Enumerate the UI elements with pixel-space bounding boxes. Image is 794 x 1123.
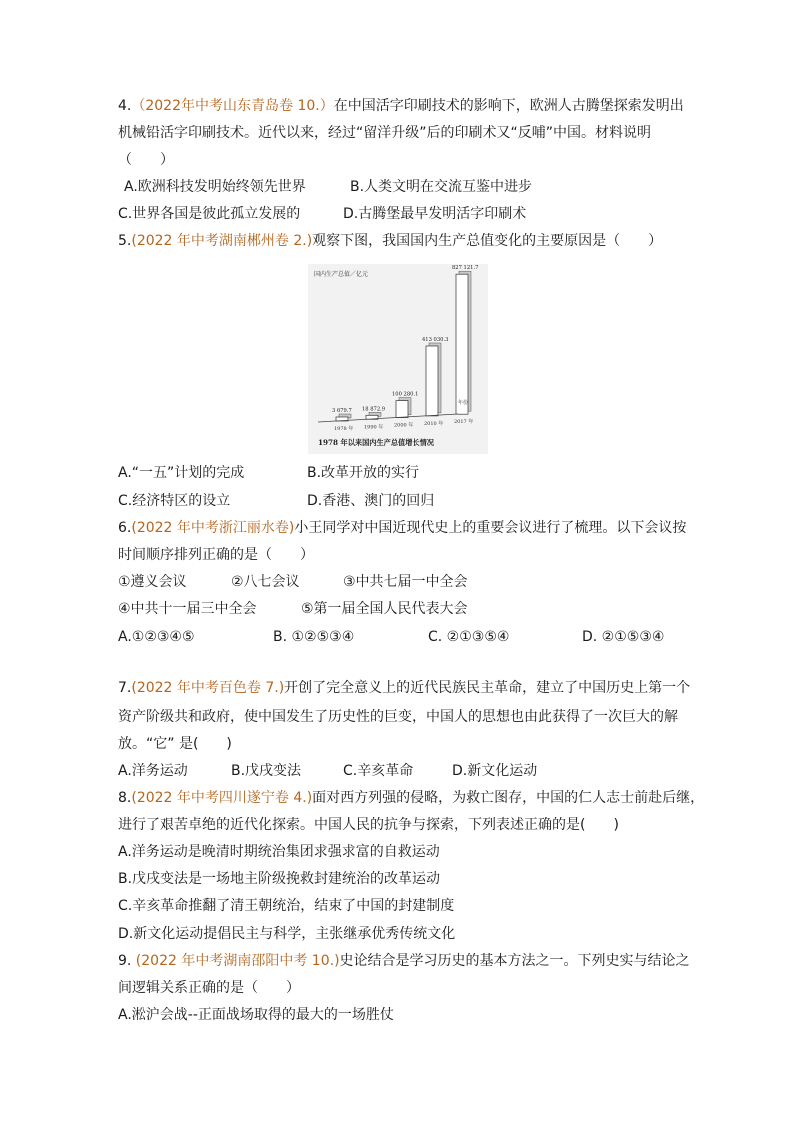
q8-option-d: D.新文化运动提倡民主与科学，主张继承优秀传统文化	[118, 926, 456, 942]
q9-stem-2: 间逻辑关系正确的是（ ）	[118, 980, 300, 996]
q5-option-b: B.改革开放的实行	[307, 465, 420, 481]
q7-option-c: C.辛亥革命	[343, 763, 414, 779]
q7-stem-3: 放。“它” 是( )	[118, 736, 232, 752]
q6-item-2: ②八七会议	[231, 574, 300, 590]
q8-option-b: B.戊戌变法是一场地主阶级挽救封建统治的改革运动	[118, 871, 441, 887]
q4-option-b: B.人类文明在交流互鉴中进步	[350, 179, 533, 195]
q8-source: (2022 年中考四川遂宁卷 4.)	[131, 790, 313, 806]
bar	[396, 401, 408, 418]
q5-line-1	[118, 231, 662, 251]
q5-option-a: A.“一五”计划的完成	[118, 465, 245, 481]
q6-line-1	[118, 518, 686, 538]
q9-number: 9.	[118, 953, 132, 969]
q6-option-b: B. ①②⑤③④	[273, 629, 355, 645]
q6-option-d: D. ②①⑤③④	[582, 629, 665, 645]
x-tick-label: 2010 年	[424, 420, 444, 427]
q6-number: 6.	[118, 520, 132, 536]
bar-value-label: 100 280.1	[392, 391, 419, 398]
q8-option-a: A.洋务运动是晚清时期统治集团求强求富的自救运动	[118, 844, 440, 860]
q6-item-5: ⑤第一届全国人民代表大会	[301, 601, 468, 617]
q4-stem-1: 在中国活字印刷技术的影响下，欧洲人古腾堡探索发明出	[333, 98, 684, 114]
bar-value-label: 18 872.9	[362, 406, 386, 413]
q5-number: 5.	[118, 233, 132, 249]
q8-stem-1: 面对西方列强的侵略，为救亡图存，中国的仁人志士前赴后继，	[312, 790, 705, 806]
q5-option-d: D.香港、澳门的回归	[307, 493, 435, 509]
q9-source: (2022 年中考湖南邵阳中考 10.)	[131, 953, 340, 969]
bar-value-label: 3 679.7	[332, 408, 352, 414]
q9-option-a: A.淞沪会战--正面战场取得的最大的一场胜仗	[118, 1007, 394, 1023]
q4-option-a: A.欧洲科技发明始终领先世界	[124, 179, 306, 195]
q5-stem-1: 观察下图，我国国内生产总值变化的主要原因是（ ）	[312, 233, 663, 249]
q6-stem-1: 小王同学对中国近现代史上的重要会议进行了梳理。以下会议按	[294, 520, 687, 536]
chart-title: 1978 年以来国内生产总值增长情况	[318, 438, 434, 447]
q7-option-b: B.戊戌变法	[231, 763, 302, 779]
q7-source: (2022 年中考百色卷 7.)	[131, 680, 285, 696]
bar	[426, 346, 438, 416]
q5-option-c: C.经济特区的设立	[118, 493, 231, 509]
x-tick-label: 2000 年	[394, 422, 414, 429]
bar-value-label: 413 030.3	[422, 336, 449, 343]
q6-option-a: A.①②③④⑤	[118, 629, 195, 645]
q7-option-a: A.洋务运动	[118, 763, 188, 779]
q4-option-c: C.世界各国是彼此孤立发展的	[118, 206, 301, 222]
q7-option-d: D.新文化运动	[452, 763, 538, 779]
q4-stem-2: 机械铅活字印刷技术。近代以来，经过“留洋升级”后的印刷术又“反哺”中国。材料说明	[118, 125, 652, 141]
chart-xlabel: 年份	[458, 400, 469, 406]
q8-stem-2: 进行了艰苦卓绝的近代化探索。中国人民的抗争与探索，下列表述正确的是( )	[118, 817, 619, 833]
q6-item-3: ③中共七届一中全会	[343, 574, 468, 590]
q6-item-4: ④中共十一届三中全会	[118, 601, 257, 617]
q7-stem-1: 开创了完全意义上的近代民族民主革命，建立了中国历史上第一个	[284, 680, 691, 696]
q6-item-1: ①遵义会议	[118, 574, 187, 590]
q7-number: 7.	[118, 680, 132, 696]
q7-stem-2: 资产阶级共和政府，使中国发生了历史性的巨变，中国人的思想也由此获得了一次巨大的解	[118, 709, 678, 725]
q7-line-1	[118, 678, 690, 698]
q9-stem-1: 史论结合是学习历史的基本方法之一。下列史实与结论之	[339, 953, 690, 969]
bar	[456, 274, 468, 414]
q4-line-1	[118, 96, 684, 116]
q4-source: （2022年中考山东青岛卷 10.）	[131, 98, 334, 114]
chart-ylabel: 国内生产总值／亿元	[314, 271, 369, 278]
q4-number: 4.	[118, 98, 132, 114]
q4-blank: （ ）	[118, 152, 174, 168]
q8-line-1	[118, 788, 704, 808]
q6-source: (2022 年中考浙江丽水卷)	[131, 520, 295, 536]
q8-number: 8.	[118, 790, 132, 806]
q4-option-d: D.古腾堡最早发明活字印刷术	[343, 206, 527, 222]
q9-line-1	[118, 951, 690, 971]
x-tick-label: 1978 年	[334, 426, 354, 432]
gdp-chart	[308, 264, 488, 454]
x-tick-label: 1990 年	[364, 424, 384, 431]
q6-stem-2: 时间顺序排列正确的是（ ）	[118, 547, 314, 563]
x-tick-label: 2017 年	[454, 419, 474, 426]
q5-source: (2022 年中考湖南郴州卷 2.)	[131, 233, 313, 249]
q8-option-c: C.辛亥革命推翻了清王朝统治，结束了中国的封建制度	[118, 898, 455, 914]
q6-option-c: C. ②①③⑤④	[428, 629, 510, 645]
bar-value-label: 827 121.7	[452, 265, 479, 272]
